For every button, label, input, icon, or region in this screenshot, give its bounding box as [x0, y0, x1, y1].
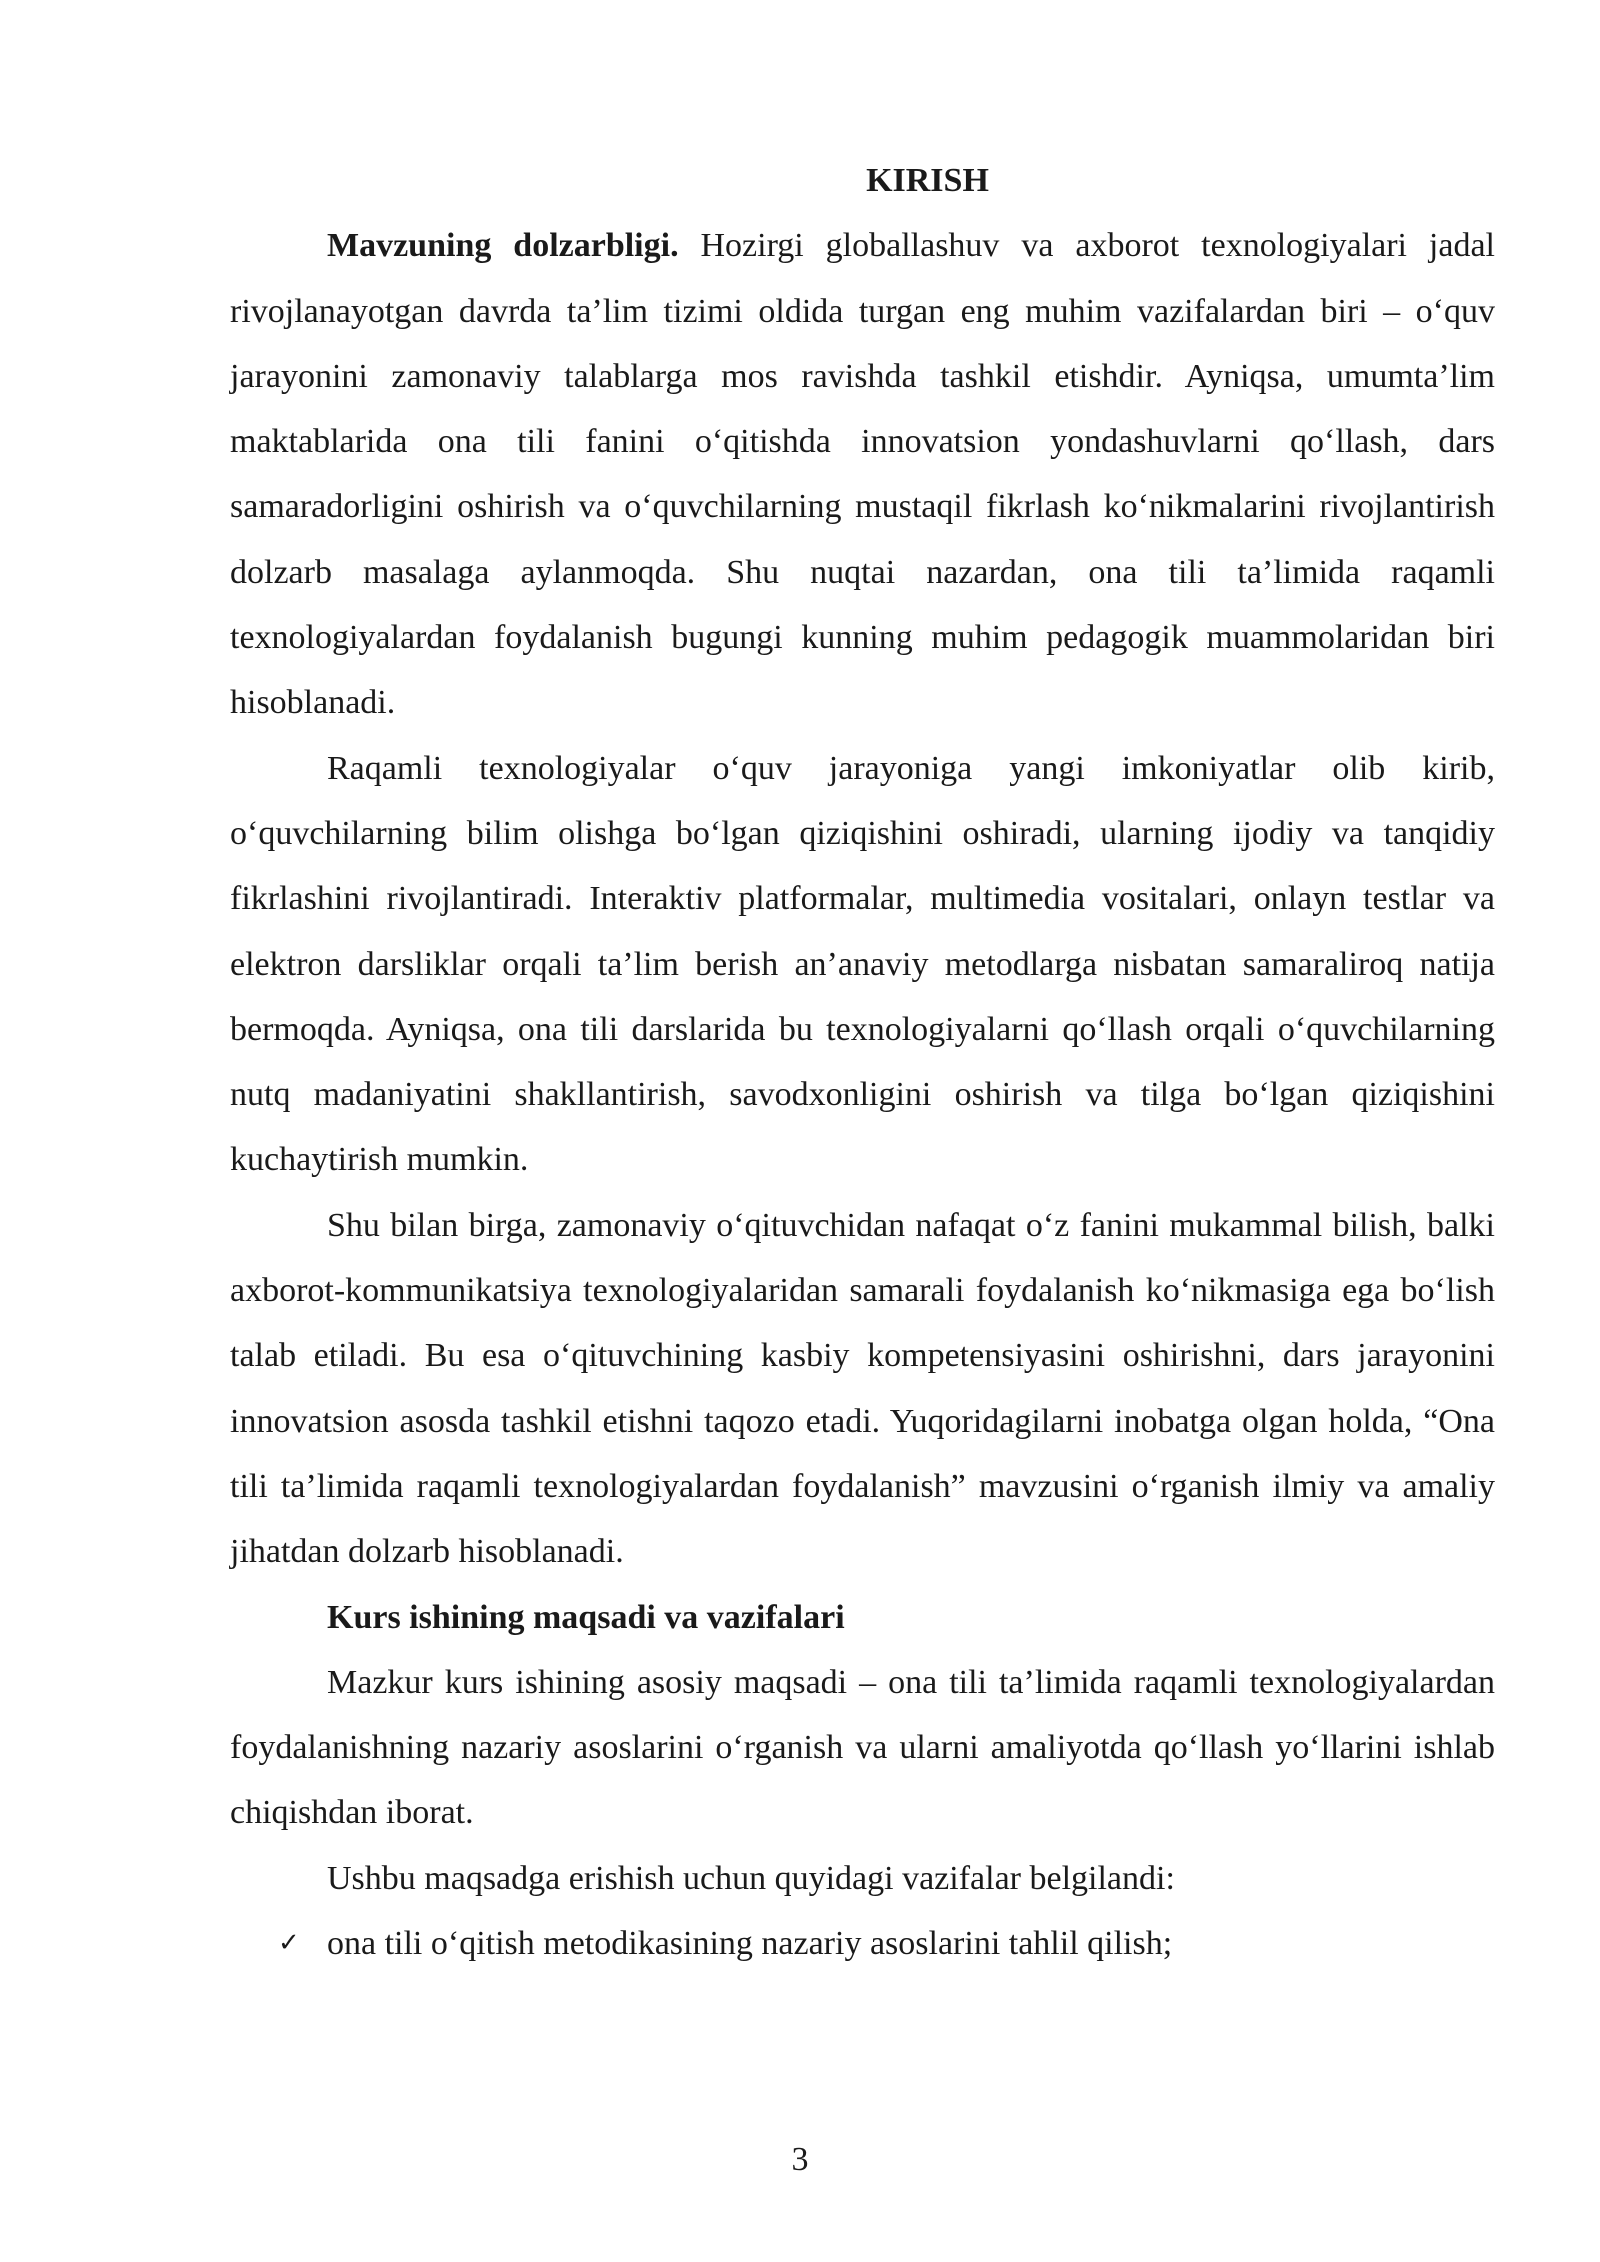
relevance-text: Hozirgi globallashuv va axborot texnologiyalari jadal rivojlanayotgan davrda ta’lim tizimi oldida turgan eng muhim vazifalardan biri – o‘quv jarayonini zamonaviy talablarga mos ravishda tashkil etishdir. Ayniqsa, umumta’lim maktablarida ona tili fanini o‘qitishda innovatsion yondashuvlarni qo‘llash, dars samaradorligini oshirish va o‘quvchilarning mustaqil fikrlash ko‘nikmalarini rivojlantirish dolzarb masalaga aylanmoqda. Shu nuqtai nazardan, ona tili ta’limida raqamli texnologiyalardan foydalanish bugungi kunning muhim pedagogik muammolaridan biri hisoblanadi.: [230, 227, 1495, 722]
section-title: KIRISH: [866, 162, 989, 199]
relevance-lead: Mavzuning dolzarbligi.: [327, 227, 679, 265]
body-paragraph-digital-tech: Raqamli texnologiyalar o‘quv jarayoniga yangi imkoniyatlar olib kirib, o‘quvchilarning bilim olishga bo‘lgan qiziqishini oshiradi, ularning ijodiy va tanqidiy fikrlashini rivojlantiradi. Interaktiv platformalar, multimedia vositalari, onlayn testlar va elektron darsliklar orqali ta’lim berish an’anaviy metodlarga nisbatan samaraliroq natija bermoqda. Ayniqsa, ona tili darslarida bu texnologiyalarni qo‘llash orqali o‘quvchilarning nutq madaniyatini shakllantirish, savodxonligini oshirish va tilga bo‘lgan qiziqishini kuchaytirish mumkin.: [230, 749, 1495, 1179]
goals-subheading: Kurs ishining maqsadi va vazifalari: [327, 1598, 845, 1636]
body-paragraph-main-goal: Mazkur kurs ishining asosiy maqsadi – ona tili ta’limida raqamli texnologiyalardan foydalanishning nazariy asoslarini o‘rganish va ularni amaliyotda qo‘llash yo‘llarini ishlab chiqishdan iborat.: [230, 1663, 1495, 1832]
checkmark-icon: ✓: [278, 1928, 300, 1959]
checklist-item: [230, 1911, 1495, 1976]
page-number: 3: [791, 2141, 809, 2178]
body-paragraph-tasks-intro: Ushbu maqsadga erishish uchun quyidagi vazifalar belgilandi:: [327, 1859, 1175, 1897]
page-content: [230, 148, 1495, 1976]
body-paragraph-teacher-competence: Shu bilan birga, zamonaviy o‘qituvchidan nafaqat o‘z fanini mukammal bilish, balki axborot-kommunikatsiya texnologiyalaridan samarali foydalanish ko‘nikmasiga ega bo‘lish talab etiladi. Bu esa o‘qituvchining kasbiy kompetensiyasini oshirishni, dars jarayonini innovatsion asosda tashkil etishni taqozo etadi. Yuqoridagilarni inobatga olgan holda, “Ona tili ta’limida raqamli texnologiyalardan foydalanish” mavzusini o‘rganish ilmiy va amaliy jihatdan dolzarb hisoblanadi.: [230, 1206, 1495, 1571]
checklist-item-text: ona tili o‘qitish metodikasining nazariy asoslarini tahlil qilish;: [327, 1925, 1173, 1963]
relevance-paragraph: [230, 213, 1495, 735]
